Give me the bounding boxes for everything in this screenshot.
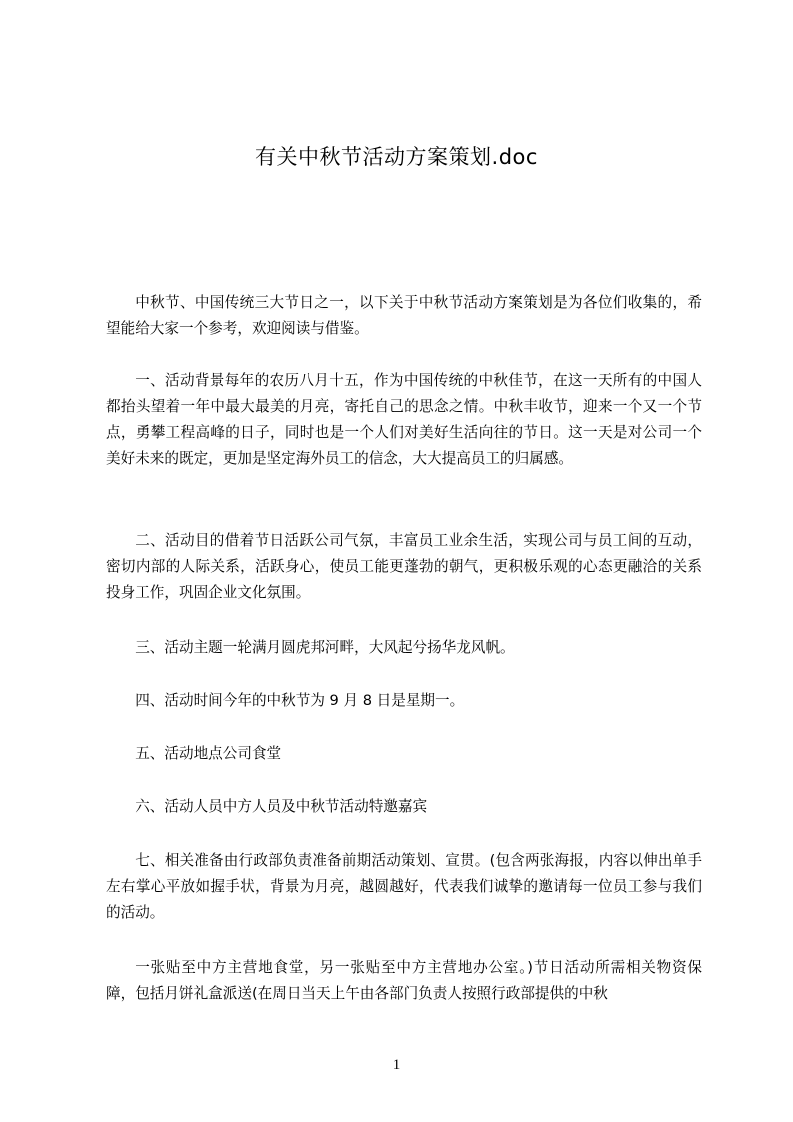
paragraph-theme: 三、活动主题一轮满月圆虎邦河畔，大风起兮扬华龙风帆。	[135, 639, 515, 656]
paragraph-background: 一、活动背景每年的农历八月十五，作为中国传统的中秋佳节，在这一天所有的中国人都抬头望着一年中最大最美的月亮，寄托自己的思念之情。中秋丰收节，迎来一个又一个节点，勇攀工程高峰的日子，同时也是一个人们对美好生活向往的节日。这一天是对公司一个美好未来的既定，更加是坚定海外员工的信念，大大提高员工的归属感。	[106, 372, 702, 467]
paragraph-intro: 中秋节、中国传统三大节日之一，以下关于中秋节活动方案策划是为各位们收集的，希望能给大家一个参考，欢迎阅读与借鉴。	[106, 294, 702, 337]
page-number: 1	[392, 1057, 401, 1073]
paragraph-time: 四、活动时间今年的中秋节为 9 月 8 日是星期一。	[135, 692, 465, 709]
paragraph-purpose: 二、活动目的借着节日活跃公司气氛，丰富员工业余生活，实现公司与员工间的互动，密切内部的人际关系，活跃身心，使员工能更蓬勃的朝气，更积极乐观的心态更融洽的关系投身工作，巩固企业文化氛围。	[106, 532, 702, 601]
paragraph-preparation: 七、相关准备由行政部负责准备前期活动策划、宣贯。(包含两张海报，内容以伸出单手左右掌心平放如握手状，背景为月亮，越圆越好，代表我们诚挚的邀请每一位员工参与我们的活动。	[106, 852, 702, 921]
paragraph-location: 五、活动地点公司食堂	[135, 745, 282, 762]
document-title: 有关中秋节活动方案策划.doc	[255, 145, 538, 169]
paragraph-participants: 六、活动人员中方人员及中秋节活动特邀嘉宾	[135, 798, 428, 815]
paragraph-posters: 一张贴至中方主营地食堂，另一张贴至中方主营地办公室。)节日活动所需相关物资保障，包括月饼礼盒派送(在周日当天上午由各部门负责人按照行政部提供的中秋	[106, 959, 702, 1002]
